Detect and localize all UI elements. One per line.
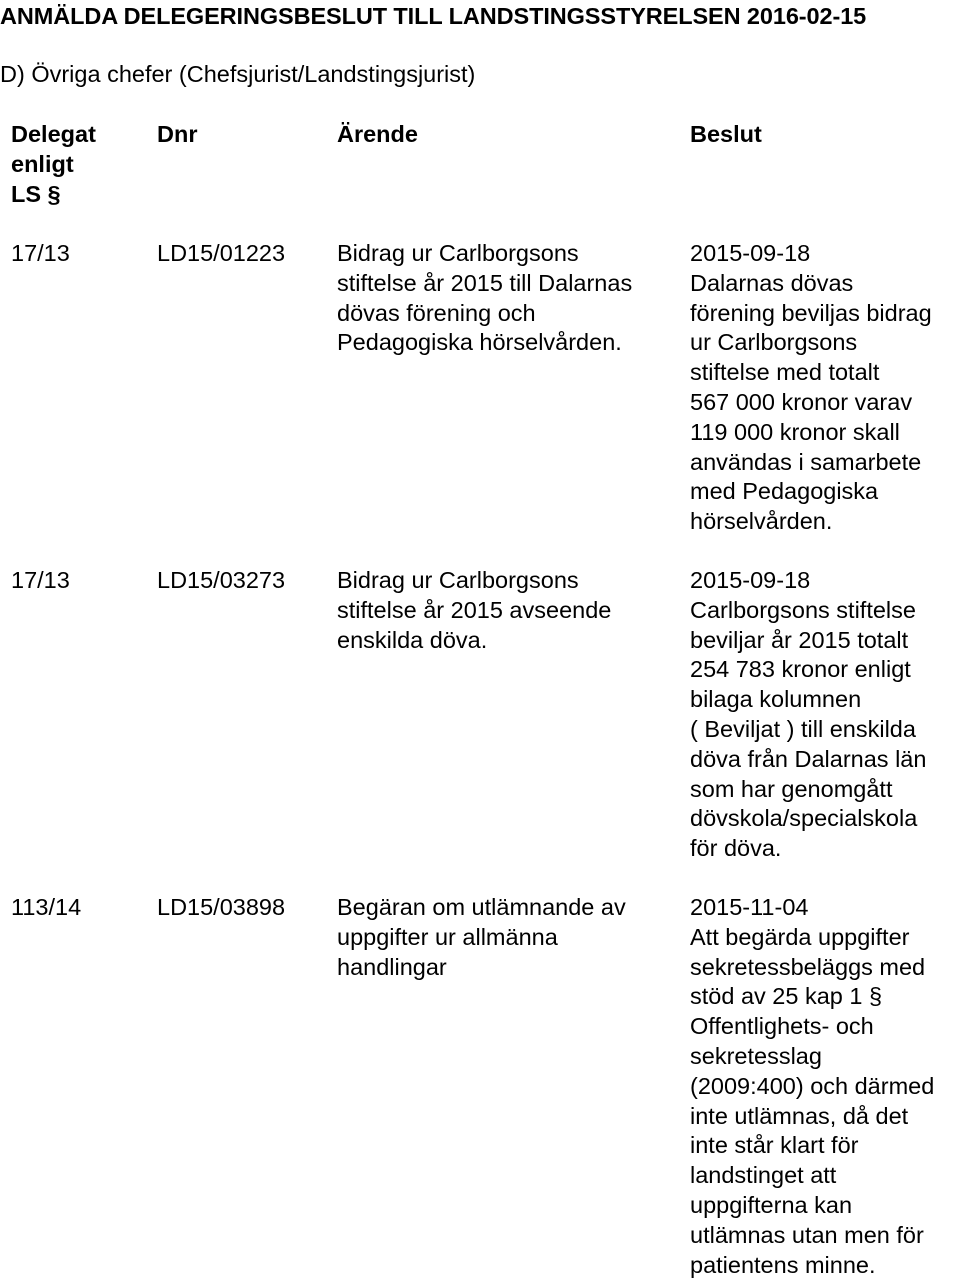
header-beslut: Beslut	[690, 121, 762, 147]
row-3-arende-line: uppgifter ur allmänna	[337, 923, 558, 950]
document-subtitle: D) Övriga chefer (Chefsjurist/Landstingsjurist)	[0, 61, 476, 87]
row-3-arende	[337, 893, 626, 982]
row-3-beslut-line: landstinget att	[690, 1162, 837, 1189]
header-dnr: Dnr	[157, 121, 198, 147]
row-2-beslut-line: ( Beviljat ) till enskilda	[690, 715, 916, 742]
document-title: ANMÄLDA DELEGERINGSBESLUT TILL LANDSTINGSSTYRELSEN 2016-02-15	[0, 3, 867, 29]
row-2-beslut-line: som har genomgått	[690, 775, 893, 802]
row-1-arende-line: dövas förening och	[337, 299, 536, 326]
row-1-beslut-line: användas i samarbete	[690, 448, 922, 475]
row-1-dnr: LD15/01223	[157, 240, 286, 266]
row-3-beslut-line: sekretesslag	[690, 1042, 822, 1069]
header-arende: Ärende	[337, 121, 418, 147]
row-1-arende-line: Bidrag ur Carlborgsons	[337, 240, 579, 266]
row-3-beslut-line: patientens minne.	[690, 1251, 876, 1278]
row-1-beslut-date: 2015-09-18	[690, 240, 811, 266]
header-delegat-line: Delegat	[11, 121, 96, 147]
row-3-beslut-line: stöd av 25 kap 1 §	[690, 983, 883, 1010]
row-2-beslut-line: döva från Dalarnas län	[690, 745, 927, 772]
row-3-beslut-date: 2015-11-04	[690, 894, 809, 920]
row-1-beslut	[690, 239, 932, 537]
row-3-beslut-line: Att begärda uppgifter	[690, 923, 910, 950]
row-3-delegat: 113/14	[11, 894, 82, 920]
header-delegat-line: LS §	[11, 180, 61, 207]
row-3-arende-line: handlingar	[337, 953, 447, 980]
row-2-beslut-line: för döva.	[690, 835, 782, 862]
row-2-beslut-line: beviljar år 2015 totalt	[690, 626, 909, 653]
row-3-beslut-line: inte utlämnas, då det	[690, 1102, 909, 1129]
row-3-beslut-line: inte står klart för	[690, 1132, 859, 1159]
row-2-arende-line: Bidrag ur Carlborgsons	[337, 567, 579, 593]
row-1-beslut-line: 119 000 kronor skall	[690, 418, 900, 445]
header-delegat-line: enligt	[11, 150, 74, 177]
row-1-beslut-line: förening beviljas bidrag	[690, 299, 932, 326]
row-1-beslut-line: hörselvården.	[690, 508, 833, 535]
row-1-beslut-line: stiftelse med totalt	[690, 359, 880, 386]
row-2-delegat: 17/13	[11, 567, 70, 593]
row-1-beslut-line: ur Carlborgsons	[690, 329, 858, 356]
row-3-beslut-line: Offentlighets- och	[690, 1013, 874, 1040]
row-1-arende	[337, 239, 632, 358]
row-3-beslut-line: sekretessbeläggs med	[690, 953, 926, 980]
header-delegat	[11, 120, 96, 209]
row-1-delegat: 17/13	[11, 240, 70, 266]
row-3-beslut-line: (2009:400) och därmed	[690, 1072, 935, 1099]
row-3-dnr: LD15/03898	[157, 894, 286, 920]
row-2-arende	[337, 566, 611, 655]
row-1-beslut-line: med Pedagogiska	[690, 478, 879, 505]
row-2-beslut-line: bilaga kolumnen	[690, 686, 862, 713]
row-2-beslut-line: dövskola/specialskola	[690, 805, 918, 832]
row-2-beslut-date: 2015-09-18	[690, 567, 811, 593]
row-3-beslut	[690, 893, 934, 1280]
row-1-beslut-line: Dalarnas dövas	[690, 269, 854, 296]
row-1-beslut-line: 567 000 kronor varav	[690, 388, 913, 415]
row-3-beslut-line: utlämnas utan men för	[690, 1221, 924, 1248]
row-2-beslut-line: Carlborgsons stiftelse	[690, 596, 916, 623]
row-1-arende-line: Pedagogiska hörselvården.	[337, 329, 622, 356]
row-2-beslut-line: 254 783 kronor enligt	[690, 656, 911, 683]
row-3-arende-line: Begäran om utlämnande av	[337, 894, 626, 920]
row-2-dnr: LD15/03273	[157, 567, 286, 593]
row-2-arende-line: stiftelse år 2015 avseende	[337, 596, 612, 623]
row-2-arende-line: enskilda döva.	[337, 626, 488, 653]
row-3-beslut-line: uppgifterna kan	[690, 1191, 853, 1218]
row-1-arende-line: stiftelse år 2015 till Dalarnas	[337, 269, 633, 296]
row-2-beslut	[690, 566, 926, 864]
